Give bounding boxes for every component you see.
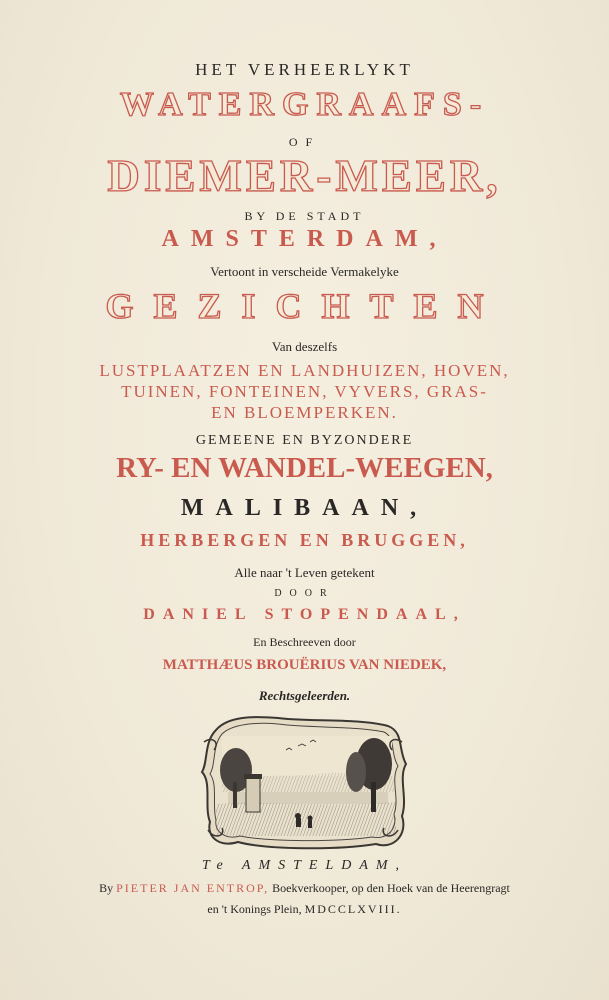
title-line-4: DIEMER-MEER, <box>107 151 502 201</box>
imprint-by: By <box>99 881 114 895</box>
title-line-10: LUSTPLAATZEN EN LANDHUIZEN, HOVEN, <box>99 361 510 380</box>
title-line-17: Alle naar 't Leven getekent <box>234 565 375 580</box>
title-line-11: TUINEN, FONTEINEN, VYVERS, GRAS- <box>121 382 488 401</box>
title-line-20: En Beschreeven door <box>253 635 356 649</box>
title-line-8: GEZICHTEN <box>105 286 504 326</box>
title-line-13: GEMEENE EN BYZONDERE <box>195 433 414 448</box>
title-line-22: Rechtsgeleerden. <box>258 688 351 703</box>
imprint-year: MDCCLXVIII. <box>304 902 402 916</box>
imprint-address: Boekverkooper, op den Hoek van de Heerengragt <box>272 881 510 895</box>
title-line-18: DOOR <box>274 588 335 599</box>
title-line-2: WATERGRAAFS- <box>119 86 490 123</box>
title-line-16: HERBERGEN EN BRUGGEN, <box>140 530 469 550</box>
title-line-1: HET VERHEERLYKT <box>195 60 414 79</box>
title-line-15: MALIBAAN, <box>180 495 429 521</box>
imprint-line-1 <box>0 881 609 896</box>
title-line-14: RY- EN WANDEL-WEEGEN, <box>116 452 493 484</box>
imprint-address-2: en 't Konings Plein, <box>207 902 302 916</box>
imprint-publisher: PIETER JAN ENTROP, <box>116 881 270 895</box>
title-line-9: Van deszelfs <box>271 339 338 354</box>
title-line-12: EN BLOEMPERKEN. <box>211 403 398 422</box>
imprint-line-2 <box>0 902 609 917</box>
title-line-19: DANIEL STOPENDAAL, <box>143 606 466 623</box>
imprint-place: Te AMSTELDAM, <box>201 858 408 873</box>
title-line-21: MATTHÆUS BROUËRIUS VAN NIEDEK, <box>162 657 447 673</box>
title-line-6: AMSTERDAM, <box>161 226 448 252</box>
title-line-5: BY DE STADT <box>244 209 365 223</box>
title-line-3: OF <box>288 135 321 149</box>
title-line-7: Vertoont in verscheide Vermakelyke <box>210 264 399 279</box>
engraved-landscape-cartouche-icon <box>198 712 412 854</box>
